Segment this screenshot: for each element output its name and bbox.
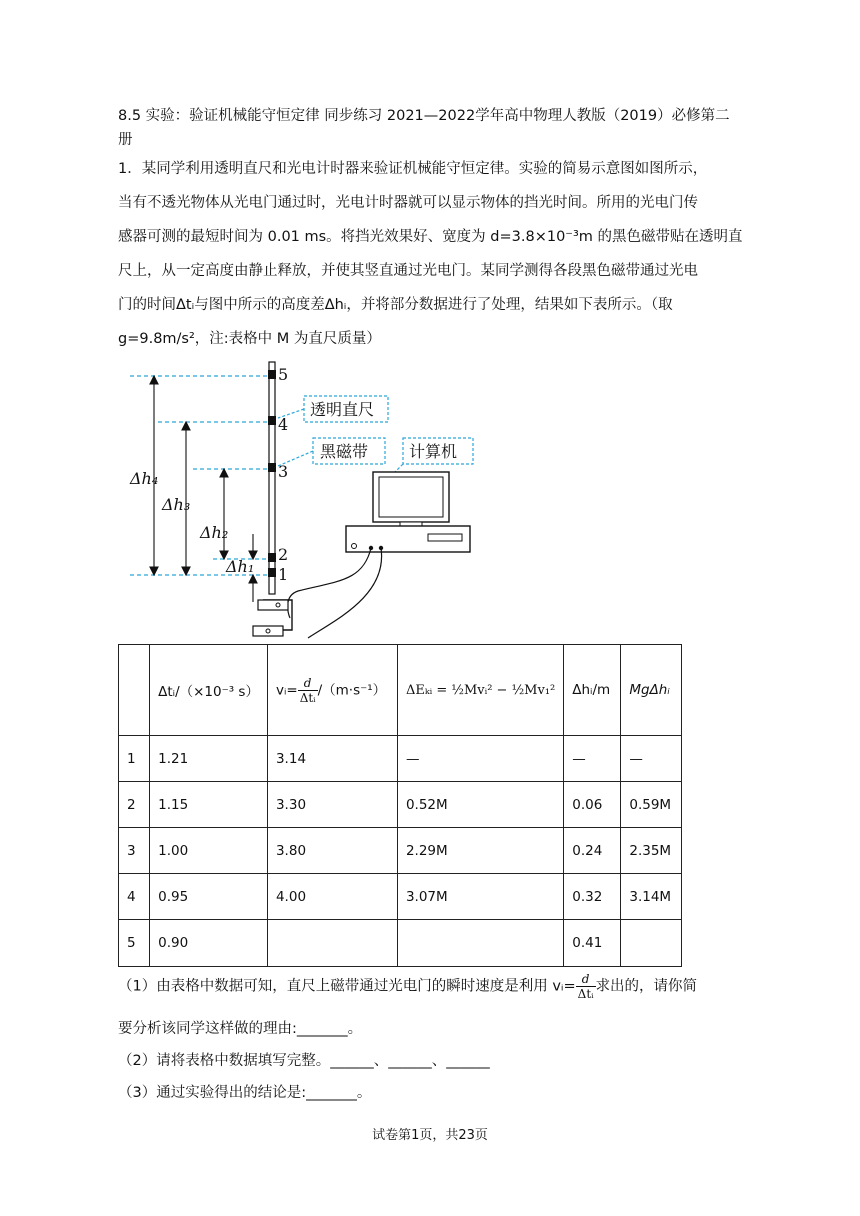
photogate-icon [253, 600, 292, 636]
sub-question-3: （3）通过实验得出的结论是:_______。 [118, 1085, 372, 1101]
table-row [119, 920, 682, 967]
table-cell: 3.30 [267, 782, 397, 828]
sub-question-1-part2: 求出的，请你简 [595, 978, 698, 995]
question-line: 感器可测的最短时间为 0.01 ms。将挡光效果好、宽度为 d=3.8×10⁻³m 的黑色磁带贴在透明直 [118, 229, 743, 245]
data-table [118, 644, 682, 967]
question-line: 1．某同学利用透明直尺和光电计时器来验证机械能守恒定律。实验的简易示意图如图所示， [118, 161, 708, 177]
table-cell: 5 [119, 920, 150, 967]
header-cell-v [267, 645, 397, 736]
table-cell: — [621, 736, 682, 782]
tape-callout-pointer [278, 451, 313, 466]
question-1-text [118, 152, 743, 356]
tape-2 [268, 553, 276, 562]
table-cell: 1 [119, 736, 150, 782]
page-footer: 试卷第1页，共23页 [372, 1128, 488, 1143]
table-row [119, 874, 682, 920]
table-cell [621, 920, 682, 967]
table-cell [267, 920, 397, 967]
velocity-fraction [576, 972, 596, 1001]
v-prefix: vᵢ= [275, 682, 298, 698]
question-line: 尺上，从一定高度由静止释放，并使其竖直通过光电门。某同学测得各段黑色磁带通过光电 [118, 263, 698, 279]
table-row [119, 828, 682, 874]
table-cell: 0.90 [150, 920, 268, 967]
table-cell: 1.15 [150, 782, 268, 828]
cables [288, 548, 382, 638]
computer-callout-label: 计算机 [409, 442, 458, 461]
table-cell: 3.07M [397, 874, 563, 920]
tape-number-2: 2 [278, 545, 289, 564]
table-cell [397, 920, 563, 967]
question-line: g=9.8m/s²，注:表格中 M 为直尺质量） [118, 331, 381, 347]
tape-number-4: 4 [278, 415, 289, 434]
table-cell: 4.00 [267, 874, 397, 920]
tape-5 [268, 370, 276, 379]
tape-4 [268, 416, 276, 425]
table-cell: 2.29M [397, 828, 563, 874]
v-fraction [298, 676, 318, 705]
table-cell: 3.14 [267, 736, 397, 782]
tape-3 [268, 463, 276, 472]
v-denominator: Δtᵢ [299, 690, 316, 705]
table-cell: 0.24 [564, 828, 621, 874]
table-cell: 3.80 [267, 828, 397, 874]
v-numerator: d [303, 675, 312, 690]
table-cell: 2.35M [621, 828, 682, 874]
table-cell: 1.21 [150, 736, 268, 782]
v-unit: /（m·s⁻¹） [317, 682, 387, 698]
header-cell-dt: Δtᵢ/（×10⁻³ s） [150, 645, 268, 736]
table-cell: 1.00 [150, 828, 268, 874]
table-cell: 0.95 [150, 874, 268, 920]
tape-1 [268, 568, 276, 577]
header-cell-mgdh: MgΔhᵢ [621, 645, 682, 736]
question-line: 门的时间Δtᵢ与图中所示的高度差Δhᵢ，并将部分数据进行了处理，结果如下表所示。（取 [118, 297, 673, 313]
table-cell: 3 [119, 828, 150, 874]
question-line: 当有不透光物体从光电门通过时，光电计时器就可以显示物体的挡光时间。所用的光电门传 [118, 195, 698, 211]
document-title: 8.5 实验：验证机械能守恒定律 同步练习 2021—2022学年高中物理人教版（2019）必修第二册 [118, 108, 730, 148]
dh3-label: Δh₃ [162, 495, 191, 514]
velocity-numerator: d [581, 972, 590, 986]
tape-number-3: 3 [278, 462, 289, 481]
table-cell: 4 [119, 874, 150, 920]
tape-number-5: 5 [278, 365, 289, 384]
header-cell-dek: ΔEₖᵢ = ½Mvᵢ² − ½Mv₁² [397, 645, 563, 736]
dh1-label: Δh₁ [226, 557, 255, 576]
table-cell: 0.06 [564, 782, 621, 828]
table-cell: 2 [119, 782, 150, 828]
tape-callout-label: 黑磁带 [320, 442, 369, 461]
sub-question-2: （2）请将表格中数据填写完整。______、______、______ [118, 1053, 490, 1069]
computer-icon [346, 472, 470, 552]
table-cell: 0.41 [564, 920, 621, 967]
table-cell: — [397, 736, 563, 782]
experiment-diagram [118, 356, 498, 648]
sub-question-1-part1: （1）由表格中数据可知，直尺上磁带通过光电门的瞬时速度是利用 vᵢ= [118, 978, 576, 995]
table-cell: 3.14M [621, 874, 682, 920]
header-cell-dh: Δhᵢ/m [564, 645, 621, 736]
table-header-row [119, 645, 682, 736]
sub-question-1-continued: 要分析该同学这样做的理由:_______。 [118, 1021, 363, 1037]
velocity-denominator: Δtᵢ [577, 987, 594, 1001]
table-cell: 0.32 [564, 874, 621, 920]
dh2-label: Δh₂ [200, 523, 229, 542]
tape-number-1: 1 [278, 565, 289, 584]
table-row [119, 736, 682, 782]
ruler-callout-label: 透明直尺 [310, 400, 375, 419]
table-row [119, 782, 682, 828]
dh4-label: Δh₄ [130, 469, 159, 488]
header-cell-index [119, 645, 150, 736]
sub-question-1 [118, 972, 740, 1001]
table-cell: 0.59M [621, 782, 682, 828]
table-cell: 0.52M [397, 782, 563, 828]
table-cell: — [564, 736, 621, 782]
